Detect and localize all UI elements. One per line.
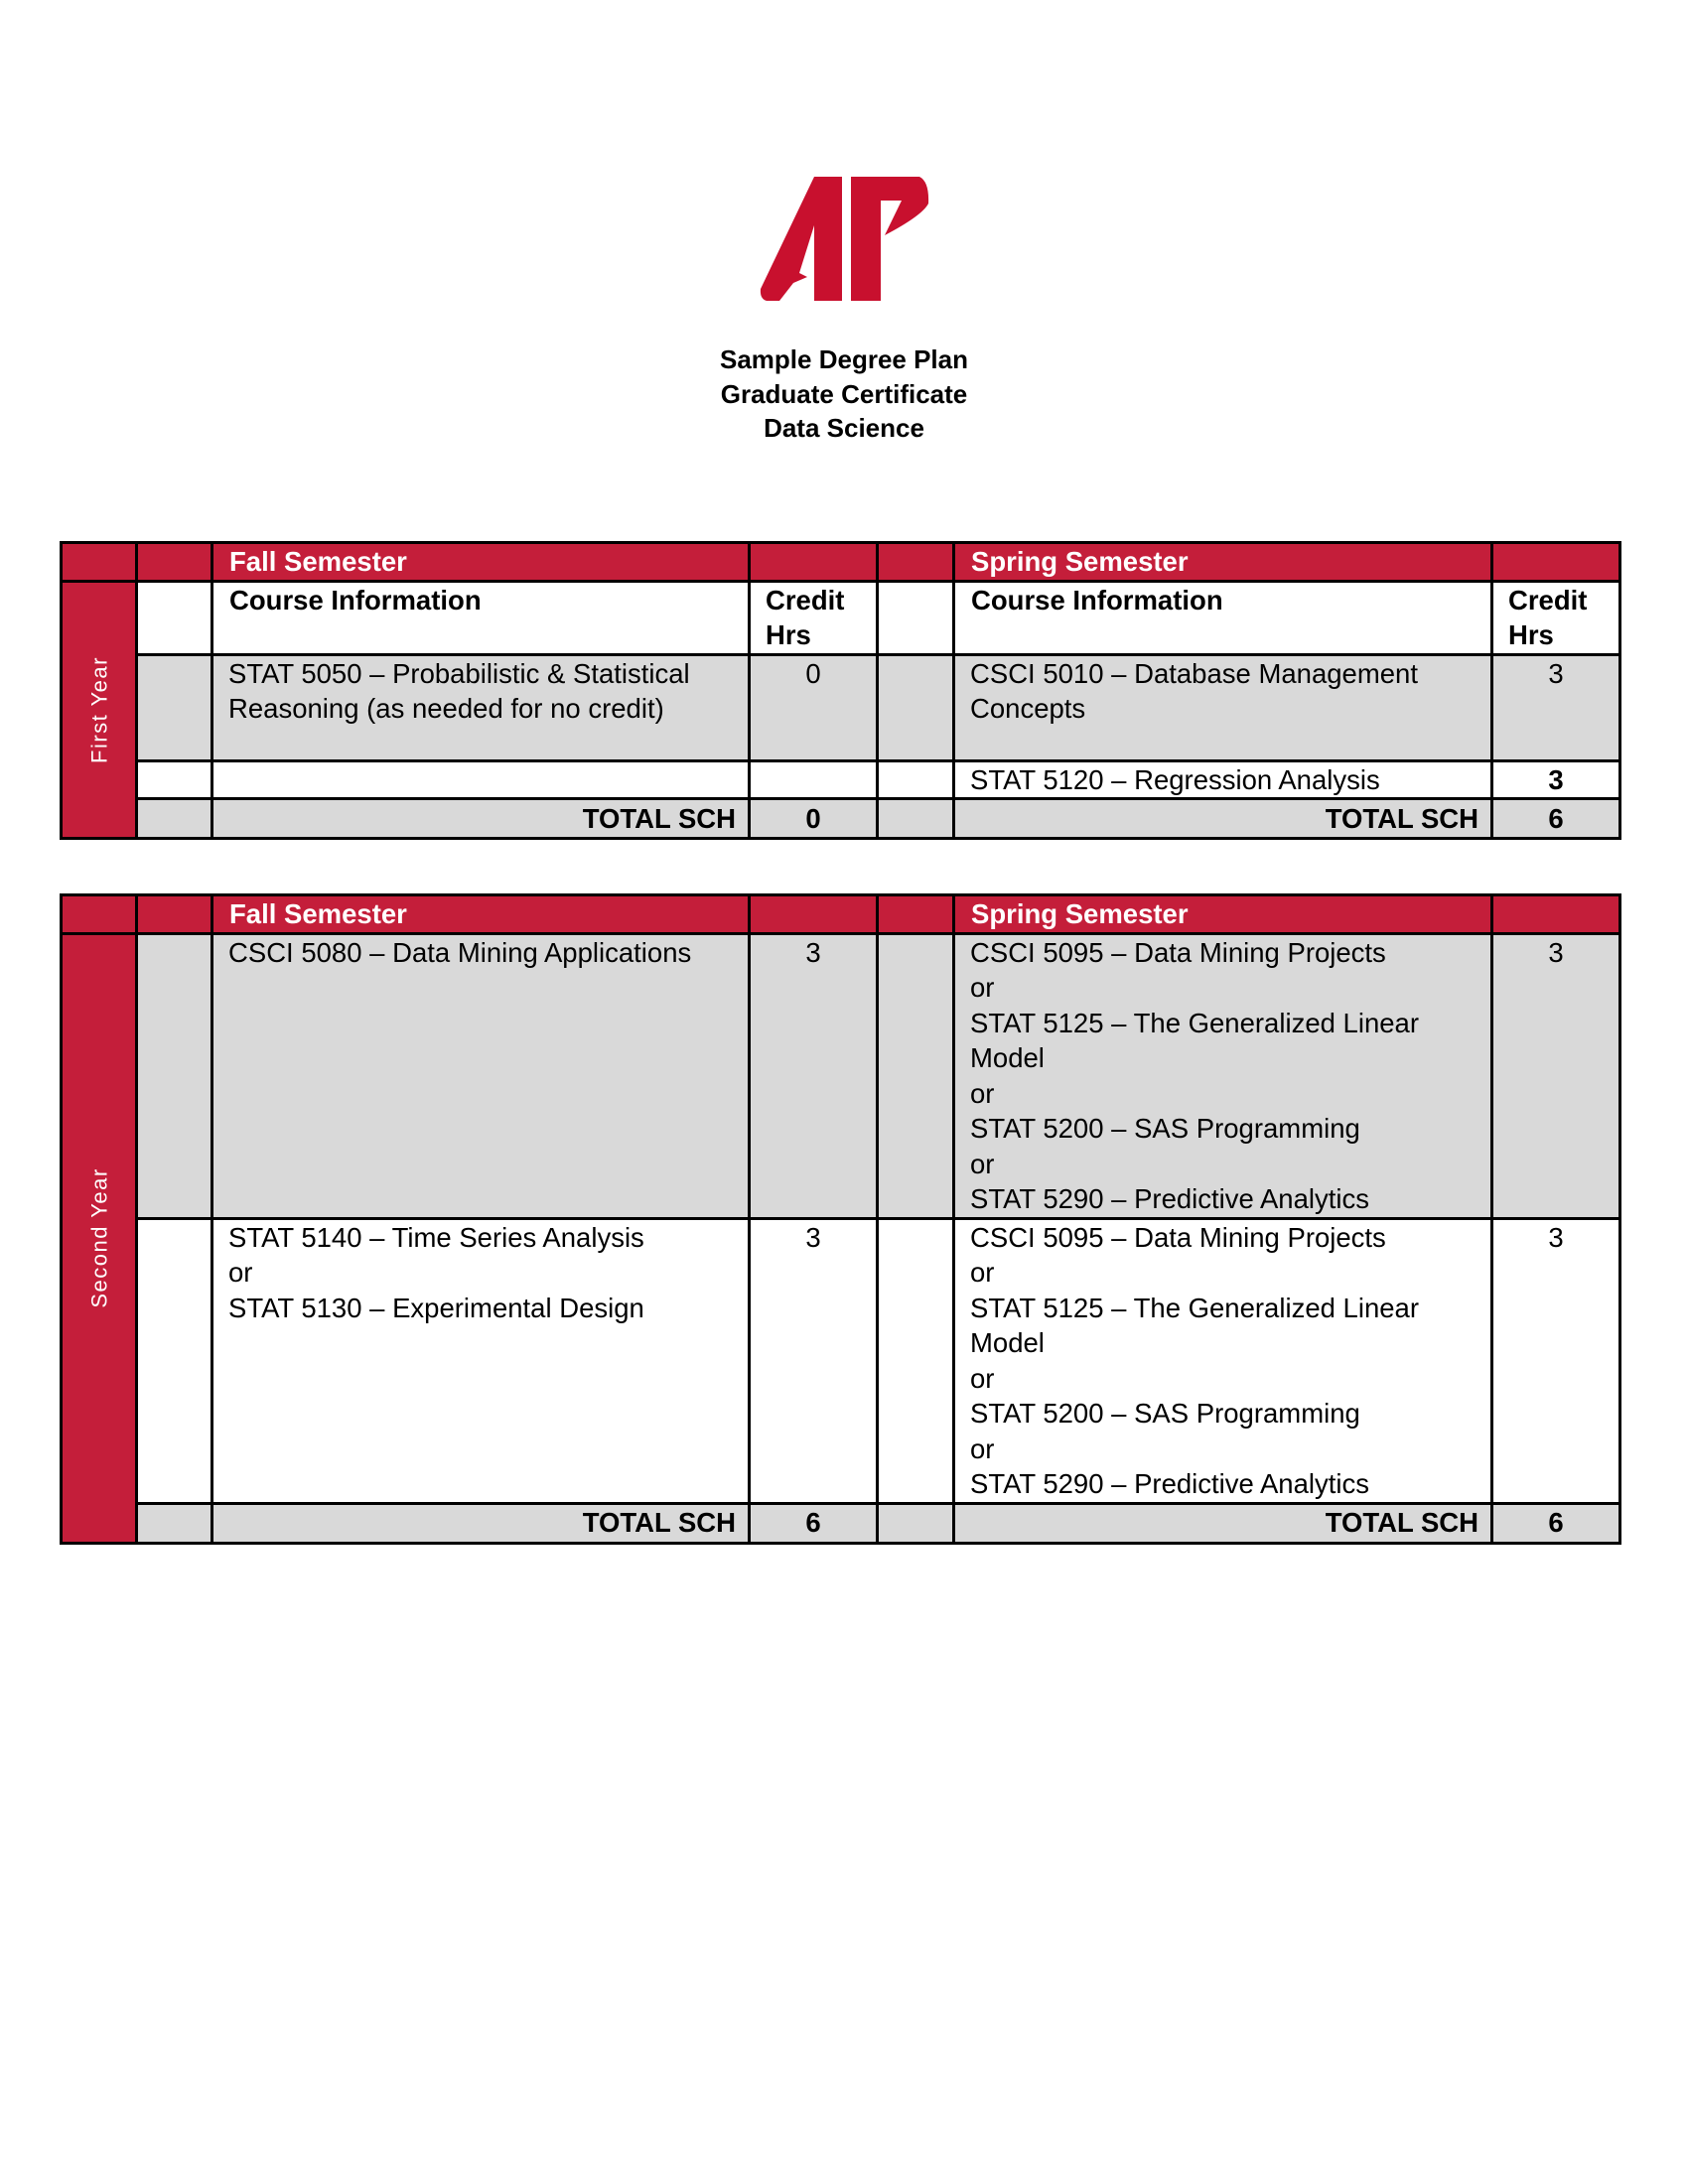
blank-cell [878,1503,954,1543]
or-separator: or [970,1077,995,1109]
header-blank-cell [137,543,212,582]
or-separator: or [228,1257,253,1288]
second-year-table [60,893,1621,1545]
spring-credit-cell: 3 [1492,760,1620,799]
spring-total-label: TOTAL SCH [954,1503,1492,1543]
spring-credit-cell: 3 [1492,933,1620,1218]
header-corner-cell [62,895,137,934]
header-blank-cell [137,895,212,934]
blank-cell [137,654,212,760]
spring-credit-cell: 3 [1492,1218,1620,1503]
fall-course-cell-empty [212,760,750,799]
fall-credit-cell: 0 [750,654,878,760]
course-row [62,654,1620,760]
course-option: STAT 5125 – The Generalized Linear Model [970,1007,1419,1073]
blank-cell [137,799,212,839]
course-name: STAT 5050 – Probabilistic & Statistical Reasoning (as needed for no credit) [228,657,690,724]
spring-course-cell [954,933,1492,1218]
or-separator: or [970,1362,995,1394]
header-blank-cell [1492,543,1620,582]
course-option: STAT 5290 – Predictive Analytics [970,1468,1369,1499]
fall-course-cell [212,933,750,1218]
fall-total-label: TOTAL SCH [212,1503,750,1543]
semester-header-row [62,543,1620,582]
spring-credit-cell: 3 [1492,654,1620,760]
course-row [62,933,1620,1218]
blank-cell [137,1503,212,1543]
spring-semester-header: Spring Semester [954,543,1492,582]
course-option: CSCI 5095 – Data Mining Projects [970,1221,1386,1253]
spring-credit-hrs-header: Credit Hrs [1492,581,1620,654]
second-year-label: Second Year [85,1167,111,1308]
title-line-1: Sample Degree Plan [720,344,968,374]
blank-cell [878,654,954,760]
course-row [62,760,1620,799]
header-blank-cell [750,895,878,934]
fall-total-value: 6 [750,1503,878,1543]
blank-cell [137,760,212,799]
spring-course-cell [954,760,1492,799]
course-option: CSCI 5095 – Data Mining Projects [970,936,1386,968]
total-row [62,1503,1620,1543]
column-header-row [62,581,1620,654]
course-option: STAT 5200 – SAS Programming [970,1398,1360,1429]
header-blank-cell [750,543,878,582]
blank-cell [137,1218,212,1503]
course-option: STAT 5125 – The Generalized Linear Model [970,1292,1419,1358]
year-label-cell [62,933,137,1543]
header-blank-cell [878,543,954,582]
fall-course-info-header: Course Information [212,581,750,654]
spring-course-cell [954,1218,1492,1503]
fall-semester-header: Fall Semester [212,543,750,582]
course-name: CSCI 5080 – Data Mining Applications [228,936,692,968]
fall-credit-cell-empty [750,760,878,799]
course-option: STAT 5290 – Predictive Analytics [970,1183,1369,1214]
header-blank-cell [878,895,954,934]
course-name: STAT 5120 – Regression Analysis [970,763,1380,795]
fall-semester-header: Fall Semester [212,895,750,934]
header-blank-cell [1492,895,1620,934]
spring-total-value: 6 [1492,1503,1620,1543]
or-separator: or [970,1148,995,1179]
course-row [62,1218,1620,1503]
course-option: STAT 5130 – Experimental Design [228,1292,644,1323]
fall-credit-hrs-header: Credit Hrs [750,581,878,654]
course-option: STAT 5140 – Time Series Analysis [228,1221,644,1253]
blank-cell [137,581,212,654]
university-logo [758,174,931,304]
blank-cell [137,933,212,1218]
year-label-cell [62,581,137,839]
spring-semester-header: Spring Semester [954,895,1492,934]
blank-cell [878,799,954,839]
spring-total-value: 6 [1492,799,1620,839]
fall-course-cell [212,654,750,760]
title-line-3: Data Science [764,413,924,443]
logo-letter-p [851,177,928,301]
course-name: CSCI 5010 – Database Management Concepts [970,657,1418,724]
spring-course-cell [954,654,1492,760]
or-separator: or [970,972,995,1003]
blank-cell [878,760,954,799]
first-year-label: First Year [85,655,111,763]
or-separator: or [970,1433,995,1464]
blank-cell [878,581,954,654]
logo-letter-a [761,177,842,301]
spring-course-info-header: Course Information [954,581,1492,654]
document-title [0,342,1688,446]
or-separator: or [970,1257,995,1288]
fall-course-cell [212,1218,750,1503]
first-year-table [60,541,1621,840]
fall-total-value: 0 [750,799,878,839]
header-corner-cell [62,543,137,582]
blank-cell [878,933,954,1218]
title-line-2: Graduate Certificate [720,378,968,409]
fall-total-label: TOTAL SCH [212,799,750,839]
fall-credit-cell: 3 [750,1218,878,1503]
fall-credit-cell: 3 [750,933,878,1218]
spring-total-label: TOTAL SCH [954,799,1492,839]
blank-cell [878,1218,954,1503]
semester-header-row [62,895,1620,934]
total-row [62,799,1620,839]
course-option: STAT 5200 – SAS Programming [970,1113,1360,1144]
